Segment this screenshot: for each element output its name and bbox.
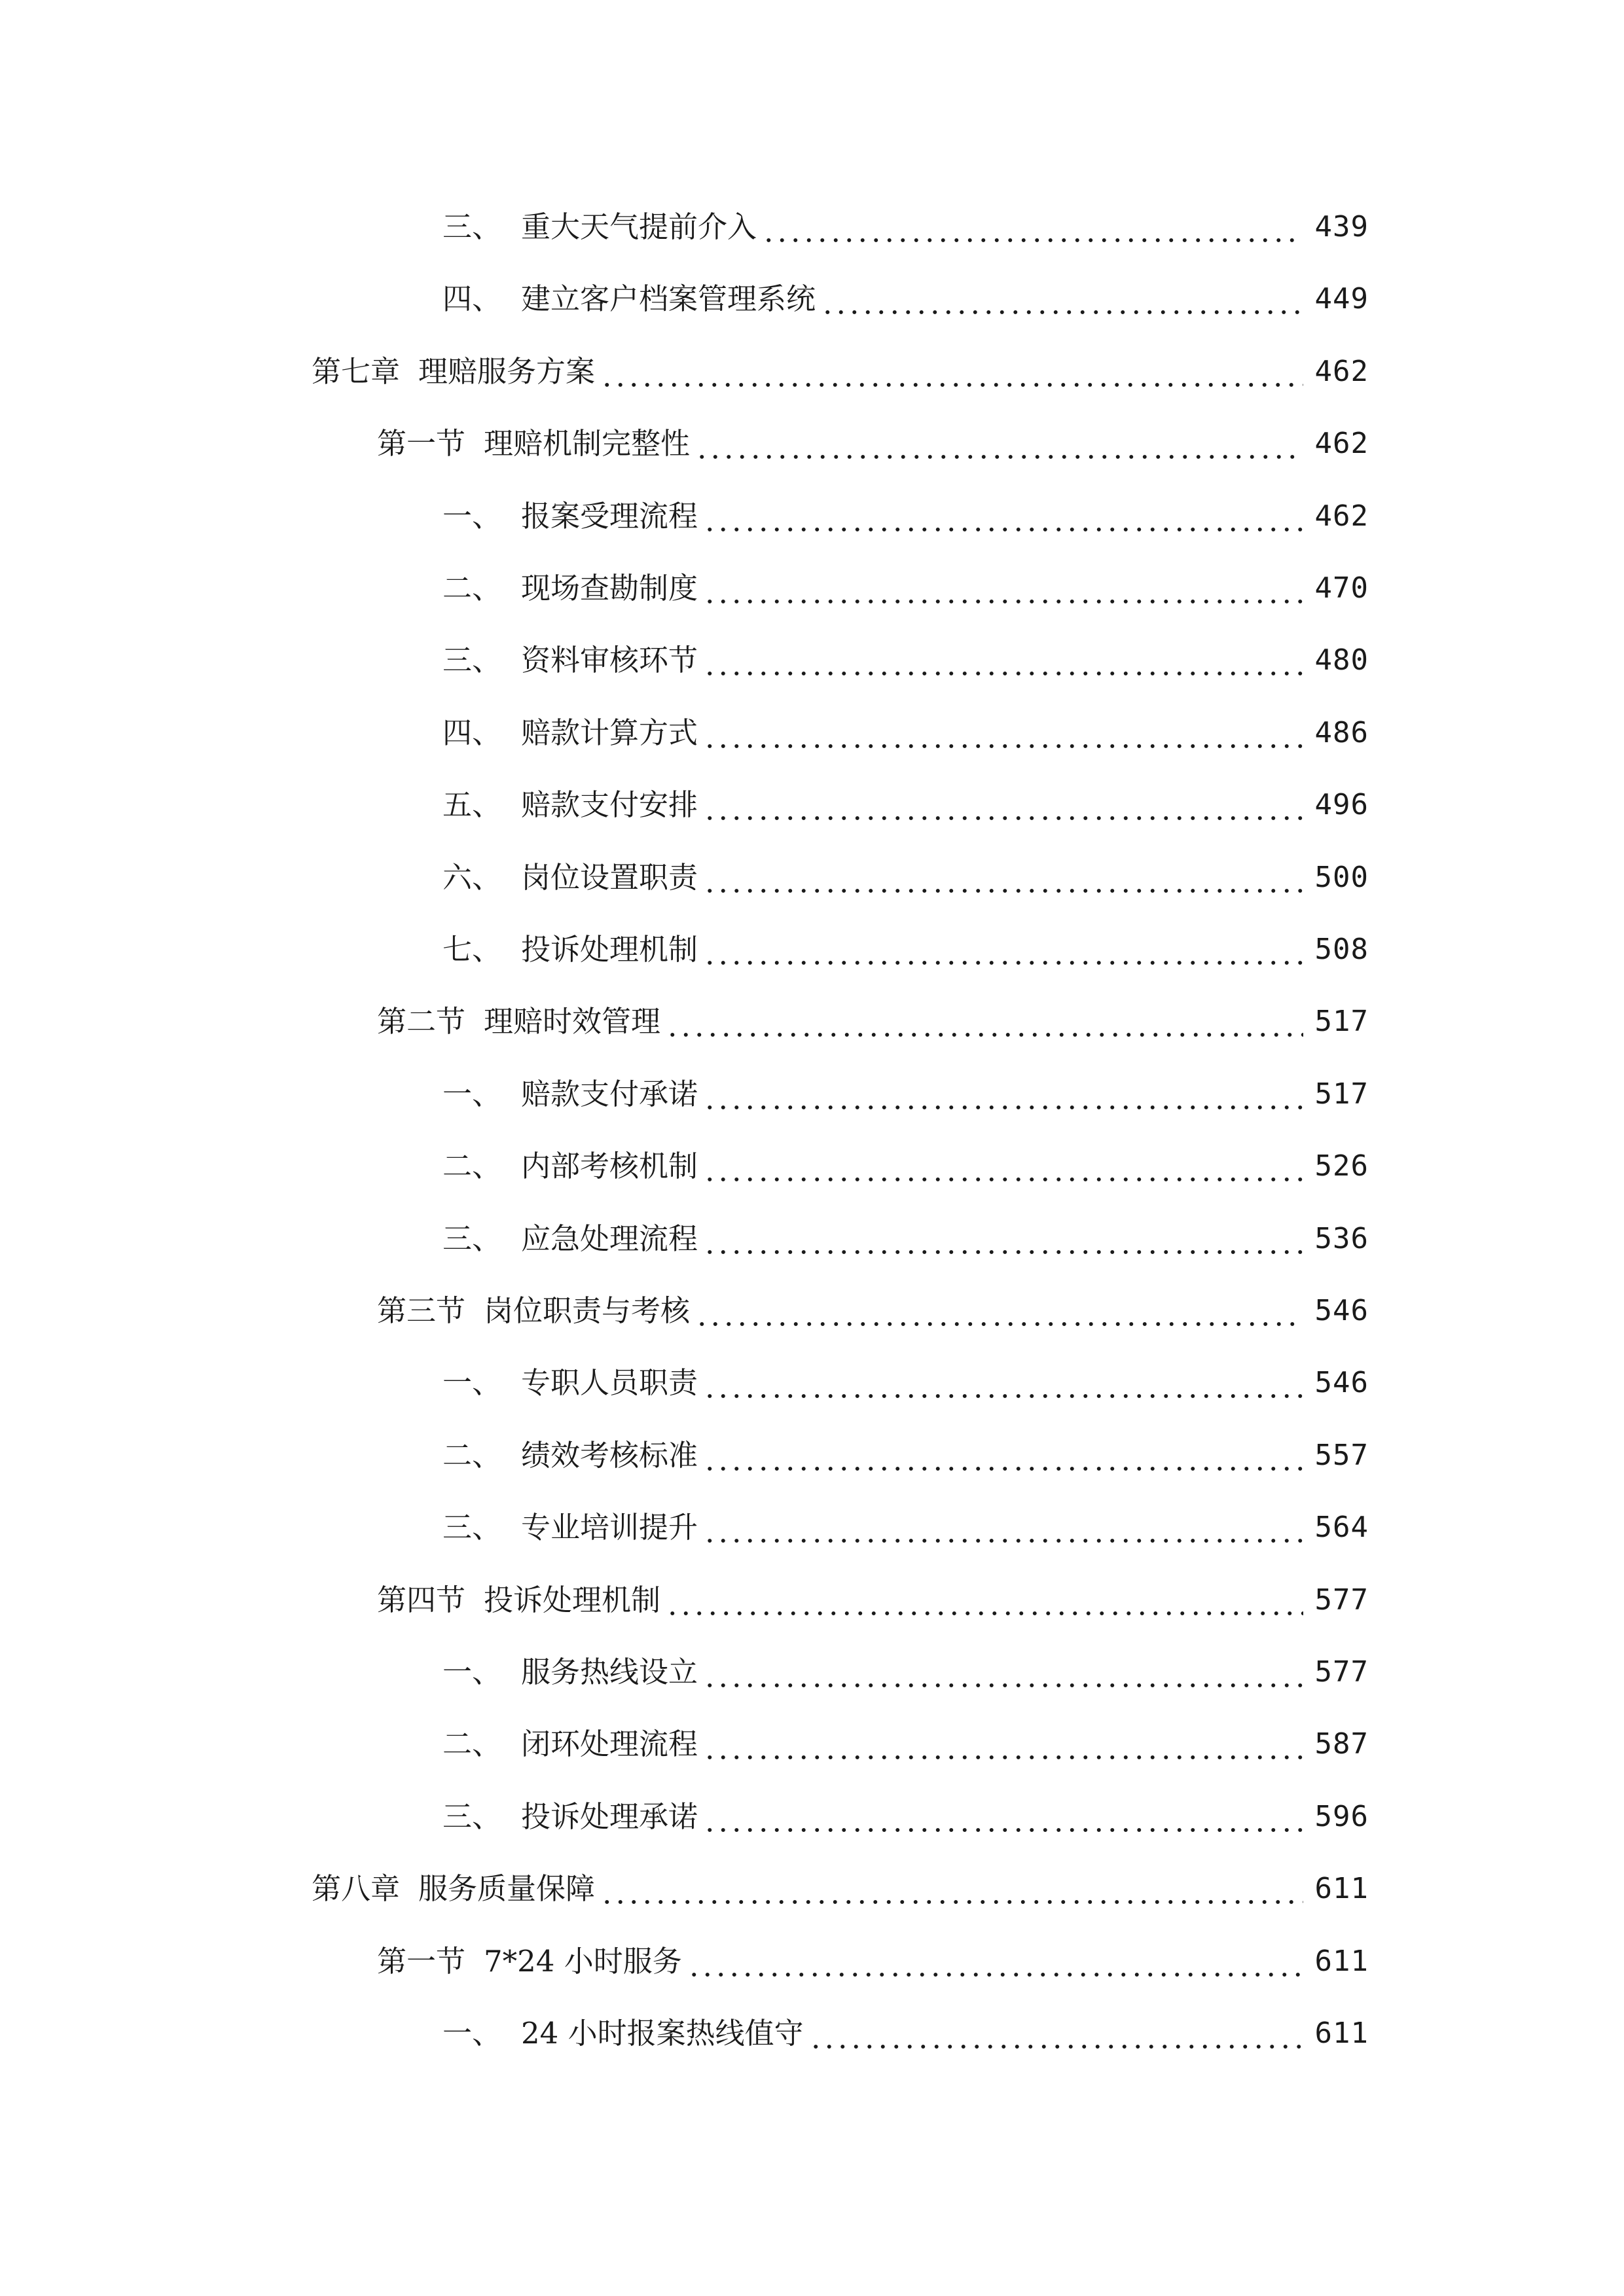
toc-entry-item[interactable]	[442, 276, 1369, 322]
toc-entry-section[interactable]	[377, 1288, 1369, 1334]
toc-entry-title: 岗位职责与考核	[484, 1293, 691, 1328]
dot-leader	[703, 637, 1303, 683]
toc-entry-page-number: 486	[1314, 716, 1369, 749]
toc-entry-item[interactable]	[442, 1721, 1369, 1767]
toc-entry-page-number: 517	[1314, 1005, 1369, 1038]
toc-entry-page-number: 577	[1314, 1583, 1369, 1617]
toc-entry-page-number: 596	[1314, 1800, 1369, 1833]
toc-entry-item[interactable]	[442, 1433, 1369, 1479]
toc-entry-marker: 一、	[442, 2016, 502, 2051]
toc-entry-chapter[interactable]	[312, 1866, 1369, 1912]
toc-entry-page-number: 536	[1314, 1222, 1369, 1255]
toc-entry-title: 赔款计算方式	[521, 715, 698, 750]
dot-leader	[703, 855, 1303, 901]
dot-leader	[762, 204, 1303, 250]
toc-entry-item[interactable]	[442, 565, 1369, 611]
toc-entry-marker: 第四节	[377, 1583, 466, 1617]
dot-leader	[703, 1794, 1303, 1840]
toc-entry-marker: 第七章	[312, 354, 401, 389]
toc-entry-page-number: 462	[1314, 355, 1369, 388]
toc-entry-marker: 三、	[442, 643, 502, 677]
toc-entry-marker: 二、	[442, 571, 502, 605]
dot-leader	[703, 565, 1303, 611]
toc-entry-item[interactable]	[442, 1794, 1369, 1840]
toc-entry-item[interactable]	[442, 204, 1369, 250]
dot-leader	[600, 1866, 1303, 1912]
toc-entry-item[interactable]	[442, 637, 1369, 683]
dot-leader	[687, 1939, 1303, 1984]
dot-leader	[703, 1360, 1303, 1406]
toc-entry-page-number: 577	[1314, 1655, 1369, 1689]
toc-entry-marker: 五、	[442, 787, 502, 822]
toc-entry-title: 投诉处理机制	[521, 932, 698, 967]
toc-entry-marker: 一、	[442, 1077, 502, 1111]
toc-entry-item[interactable]	[442, 1216, 1369, 1262]
toc-entry-item[interactable]	[442, 710, 1369, 756]
toc-entry-section[interactable]	[377, 1939, 1369, 1984]
toc-entry-title: 资料审核环节	[521, 643, 698, 677]
dot-leader	[703, 1649, 1303, 1695]
toc-entry-item[interactable]	[442, 927, 1369, 973]
toc-entry-title: 岗位设置职责	[521, 860, 698, 895]
toc-entry-title: 报案受理流程	[521, 499, 698, 533]
toc-entry-title: 理赔机制完整性	[484, 426, 691, 461]
toc-entry-marker: 一、	[442, 1655, 502, 1689]
toc-entry-page-number: 557	[1314, 1439, 1369, 1472]
toc-entry-title: 理赔时效管理	[484, 1004, 661, 1039]
toc-entry-page-number: 611	[1314, 1872, 1369, 1905]
toc-entry-marker: 四、	[442, 281, 502, 316]
toc-entry-marker: 第三节	[377, 1293, 466, 1328]
toc-entry-section[interactable]	[377, 999, 1369, 1045]
toc-entry-page-number: 517	[1314, 1077, 1369, 1111]
toc-entry-chapter[interactable]	[312, 349, 1369, 395]
toc-entry-title: 理赔服务方案	[418, 354, 596, 389]
toc-entry-marker: 三、	[442, 1510, 502, 1545]
toc-entry-page-number: 439	[1314, 210, 1369, 243]
toc-entry-marker: 第二节	[377, 1004, 466, 1039]
dot-leader	[703, 1505, 1303, 1551]
toc-entry-title: 绩效考核标准	[521, 1438, 698, 1473]
toc-entry-marker: 一、	[442, 499, 502, 533]
toc-entry-marker: 第八章	[312, 1871, 401, 1906]
toc-entry-item[interactable]	[442, 1360, 1369, 1406]
toc-entry-marker: 三、	[442, 1221, 502, 1256]
dot-leader	[703, 1721, 1303, 1767]
toc-entry-page-number: 500	[1314, 861, 1369, 894]
toc-entry-title: 服务热线设立	[521, 1655, 698, 1689]
toc-entry-page-number: 496	[1314, 788, 1369, 821]
toc-entry-marker: 二、	[442, 1438, 502, 1473]
dot-leader	[666, 1577, 1303, 1623]
dot-leader	[703, 1216, 1303, 1262]
toc-entry-item[interactable]	[442, 782, 1369, 828]
toc-entry-marker: 三、	[442, 209, 502, 244]
dot-leader	[695, 421, 1303, 467]
toc-entry-title: 闭环处理流程	[521, 1727, 698, 1761]
toc-entry-item[interactable]	[442, 1071, 1369, 1117]
toc-entry-title: 现场查勘制度	[521, 571, 698, 605]
toc-entry-title: 应急处理流程	[521, 1221, 698, 1256]
toc-entry-page-number: 587	[1314, 1727, 1369, 1761]
toc-entry-page-number: 508	[1314, 933, 1369, 966]
toc-entry-item[interactable]	[442, 1505, 1369, 1551]
toc-entry-page-number: 470	[1314, 571, 1369, 605]
dot-leader	[703, 1433, 1303, 1479]
toc-entry-section[interactable]	[377, 1577, 1369, 1623]
toc-entry-title: 服务质量保障	[418, 1871, 596, 1906]
toc-entry-title: 24 小时报案热线值守	[521, 2016, 804, 2051]
toc-entry-page-number: 526	[1314, 1149, 1369, 1183]
dot-leader	[703, 782, 1303, 828]
dot-leader	[809, 2011, 1303, 2056]
toc-entry-page-number: 611	[1314, 2017, 1369, 2050]
dot-leader	[703, 1071, 1303, 1117]
toc-entry-page-number: 546	[1314, 1294, 1369, 1327]
dot-leader	[703, 927, 1303, 973]
toc-entry-marker: 三、	[442, 1799, 502, 1834]
toc-entry-title: 专业培训提升	[521, 1510, 698, 1545]
toc-entry-item[interactable]	[442, 1143, 1369, 1189]
dot-leader	[666, 999, 1303, 1045]
toc-entry-title: 重大天气提前介入	[521, 209, 757, 244]
toc-entry-title: 投诉处理承诺	[521, 1799, 698, 1834]
toc-entry-section[interactable]	[377, 421, 1369, 467]
toc-entry-page-number: 449	[1314, 282, 1369, 315]
toc-entry-marker: 一、	[442, 1365, 502, 1400]
toc-entry-item[interactable]	[442, 2011, 1369, 2056]
toc-entry-title: 建立客户档案管理系统	[521, 281, 816, 316]
toc-entry-page-number: 564	[1314, 1511, 1369, 1544]
toc-entry-page-number: 462	[1314, 427, 1369, 460]
dot-leader	[703, 1143, 1303, 1189]
toc-entry-page-number: 462	[1314, 499, 1369, 533]
dot-leader	[703, 710, 1303, 756]
dot-leader	[695, 1288, 1303, 1334]
toc-entry-marker: 四、	[442, 715, 502, 750]
toc-entry-marker: 二、	[442, 1149, 502, 1183]
toc-entry-marker: 七、	[442, 932, 502, 967]
toc-entry-title: 内部考核机制	[521, 1149, 698, 1183]
toc-entry-marker: 二、	[442, 1727, 502, 1761]
toc-entry-marker: 第一节	[377, 1944, 466, 1979]
toc-entry-title: 7*24 小时服务	[484, 1944, 682, 1979]
dot-leader	[600, 349, 1303, 395]
toc-entry-page-number: 480	[1314, 643, 1369, 677]
toc-entry-item[interactable]	[442, 493, 1369, 539]
toc-entry-item[interactable]	[442, 1649, 1369, 1695]
toc-entry-page-number: 546	[1314, 1366, 1369, 1399]
toc-entry-title: 专职人员职责	[521, 1365, 698, 1400]
dot-leader	[703, 493, 1303, 539]
toc-entry-marker: 六、	[442, 860, 502, 895]
toc-entry-title: 赔款支付安排	[521, 787, 698, 822]
toc-entry-marker: 第一节	[377, 426, 466, 461]
toc-entry-title: 投诉处理机制	[484, 1583, 661, 1617]
toc-entry-item[interactable]	[442, 855, 1369, 901]
toc-entry-title: 赔款支付承诺	[521, 1077, 698, 1111]
dot-leader	[821, 276, 1303, 322]
toc-entry-page-number: 611	[1314, 1945, 1369, 1978]
